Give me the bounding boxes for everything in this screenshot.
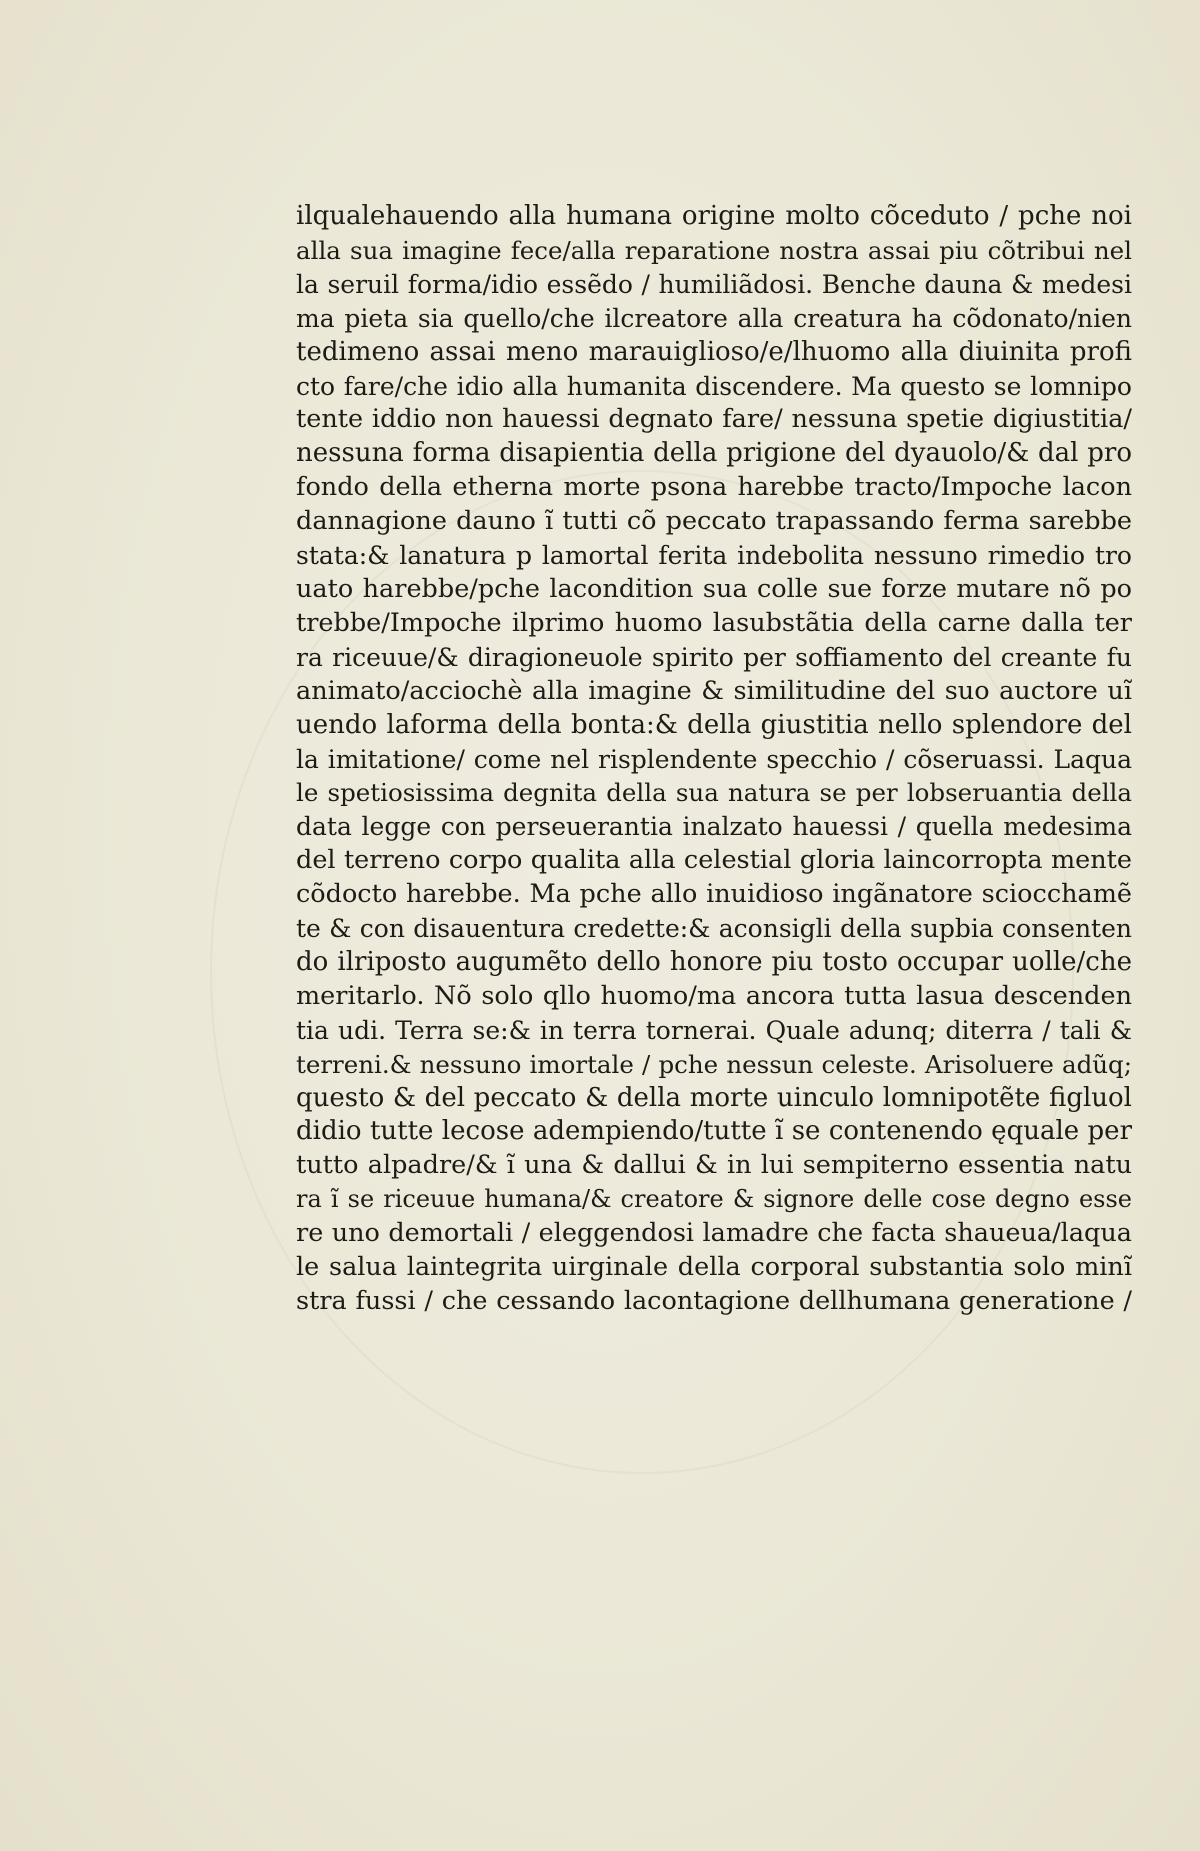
- text-line: ilqualehauendo alla humana origine molto cõceduto / pche noi: [296, 201, 1132, 231]
- text-line: tente iddio non hauessi degnato fare/ nessuna spetie digiustitia/: [296, 404, 1132, 435]
- text-line: dannagione dauno ĩ tutti cõ peccato trapassando ferma sarebbe: [296, 506, 1132, 537]
- text-line: ma pieta sia quello/che ilcreatore alla creatura ha cõdonato/nien: [296, 303, 1132, 333]
- text-line: trebbe/Impoche ilprimo huomo lasubstãtia della carne dalla ter: [296, 607, 1132, 638]
- text-line: ra riceuue/& diragioneuole spirito per soffiamento del creante fu: [296, 642, 1132, 672]
- text-line: le spetiosissima degnita della sua natura se per lobseruantia della: [296, 778, 1132, 808]
- text-line: te & con disauentura credette:& aconsigli della supbia consenten: [296, 914, 1132, 944]
- text-line: ra ĩ se riceuue humana/& creatore & signore delle cose degno esse: [296, 1185, 1132, 1214]
- text-line: la imitatione/ come nel risplendente specchio / cõseruassi. Laqua: [296, 744, 1132, 774]
- text-line: tutto alpadre/& ĩ una & dallui & in lui sempiterno essentia natu: [296, 1150, 1132, 1181]
- text-line: nessuna forma disapientia della prigione del dyauolo/& dal pro: [296, 438, 1132, 469]
- text-line: animato/acciochè alla imagine & similitudine del suo auctore uĩ: [296, 675, 1132, 706]
- text-line: le salua laintegrita uirginale della corporal substantia solo minĩ: [296, 1252, 1132, 1283]
- text-line: data legge con perseuerantia inalzato hauessi / quella medesima: [296, 812, 1132, 842]
- text-line: do ilriposto augumẽto dello honore piu tosto occupar uolle/che: [296, 946, 1132, 977]
- text-line: re uno demortali / eleggendosi lamadre che facta shaueua/laqua: [296, 1218, 1132, 1249]
- text-line: didio tutte lecose adempiendo/tutte ĩ se contenendo ęquale per: [296, 1116, 1132, 1147]
- text-line: fondo della etherna morte psona harebbe tracto/Impoche lacon: [296, 472, 1132, 503]
- text-block: [296, 200, 1132, 1319]
- text-line: terreni.& nessuno imortale / pche nessun celeste. Arisoluere adũq;: [296, 1049, 1132, 1079]
- text-line: tedimeno assai meno marauiglioso/e/lhuomo alla diuinita profi: [296, 336, 1132, 367]
- text-line: tia udi. Terra se:& in terra tornerai. Quale adunq; diterra / tali &: [296, 1015, 1132, 1045]
- text-line: stra fussi / che cessando lacontagione dellhumana generatione /: [296, 1286, 1132, 1316]
- text-line: la seruil forma/idio essẽdo / humiliãdosi. Benche dauna & medesi: [296, 269, 1132, 299]
- text-line: stata:& lanatura p lamortal ferita indebolita nessuno rimedio tro: [296, 541, 1132, 571]
- text-line: meritarlo. Nõ solo qllo huomo/ma ancora tutta lasua descenden: [296, 980, 1132, 1011]
- text-line: cõdocto harebbe. Ma pche allo inuidioso ingãnatore sciocchamẽ: [296, 879, 1132, 910]
- text-line: uato harebbe/pche lacondition sua colle sue forze mutare nõ po: [296, 573, 1132, 604]
- text-line: questo & del peccato & della morte uinculo lomnipotẽte figluol: [296, 1082, 1132, 1113]
- text-line: alla sua imagine fece/alla reparatione nostra assai piu cõtribui nel: [296, 235, 1132, 265]
- text-line: uendo laforma della bonta:& della giustitia nello splendore del: [296, 709, 1132, 740]
- text-line: cto fare/che idio alla humanita discendere. Ma questo se lomnipo: [296, 371, 1132, 401]
- text-line: del terreno corpo qualita alla celestial gloria laincorropta mente: [296, 845, 1132, 876]
